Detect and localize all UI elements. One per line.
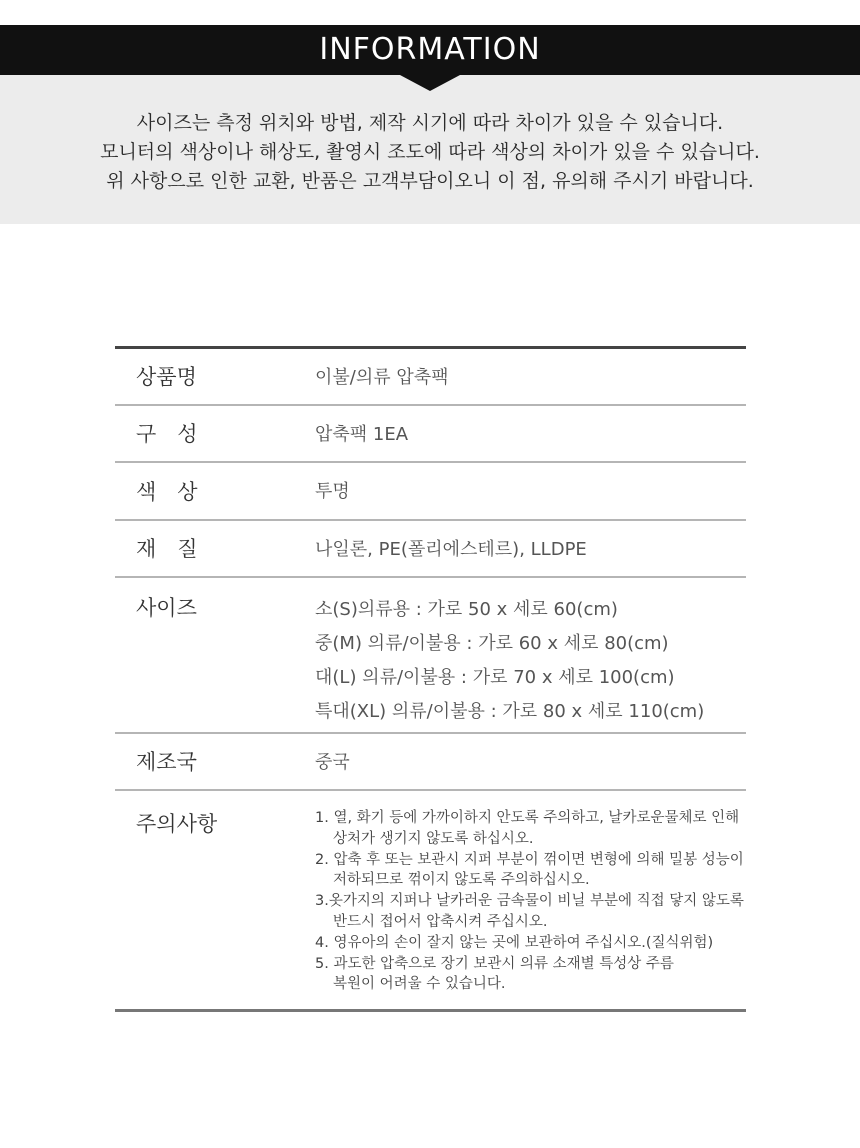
caution-line: 4. 영유아의 손이 잘지 않는 곳에 보관하여 주십시오.(질식위험): [315, 934, 714, 951]
spec-label: 재 질: [136, 537, 198, 561]
caution-line: 저하되므로 꺾이지 않도록 주의하십시오.: [333, 872, 590, 889]
header-title: INFORMATION: [319, 32, 541, 67]
size-line: 소(S)의류용 : 가로 50 x 세로 60(cm): [315, 599, 618, 620]
caution-line: 1. 열, 화기 등에 가까이하지 안도록 주의하고, 날카로운물체로 인해: [315, 810, 740, 826]
spec-value: 중국: [315, 752, 350, 773]
caution-line: 5. 과도한 압축으로 장기 보관시 의류 소재별 특성상 주름: [315, 955, 674, 972]
spec-value: 이불/의류 압축팩: [315, 367, 449, 388]
caution-line: 2. 압축 후 또는 보관시 지퍼 부분이 꺾이면 변형에 의해 밀봉 성능이: [315, 851, 744, 868]
spec-row-color: [115, 463, 746, 521]
information-header: [0, 25, 860, 75]
spec-value-caution-list: [315, 791, 746, 1009]
size-line: 특대(XL) 의류/이불용 : 가로 80 x 세로 110(cm): [315, 701, 705, 722]
spec-label: 구 성: [136, 422, 198, 446]
spec-row-composition: [115, 406, 746, 463]
spec-value: 나일론, PE(폴리에스테르), LLDPE: [315, 539, 587, 560]
spec-row-product-name: [115, 349, 746, 406]
caution-line: 상처가 생기지 않도록 하십시오.: [333, 830, 534, 847]
caution-line: 복원이 어려울 수 있습니다.: [333, 976, 506, 993]
notice-box: [0, 75, 860, 224]
notice-line: 모니터의 색상이나 해상도, 촬영시 조도에 따라 색상의 차이가 있을 수 있습니다.: [100, 141, 760, 163]
caution-line: 반드시 접어서 압축시켜 주십시오.: [333, 913, 548, 930]
spec-value: 투명: [315, 481, 350, 502]
spec-label: 주의사항: [136, 812, 218, 836]
spec-row-caution: [115, 791, 746, 1012]
spec-label: 사이즈: [136, 596, 197, 620]
spec-value: 압축팩 1EA: [315, 424, 409, 445]
spec-label: 색 상: [136, 480, 198, 504]
caution-line: 3.옷가지의 지퍼나 날카러운 금속물이 비닐 부분에 직접 닿지 않도록: [315, 893, 744, 910]
spec-row-origin: [115, 734, 746, 791]
size-line: 중(M) 의류/이불용 : 가로 60 x 세로 80(cm): [315, 633, 669, 654]
spec-row-size: [115, 578, 746, 734]
spec-value-size-list: [315, 578, 746, 732]
notice-line: 사이즈는 측정 위치와 방법, 제작 시기에 따라 차이가 있을 수 있습니다.: [136, 112, 724, 134]
spec-label: 상품명: [136, 365, 197, 389]
size-line: 대(L) 의류/이불용 : 가로 70 x 세로 100(cm): [315, 667, 675, 688]
product-spec-table: [115, 346, 746, 1012]
header-notch-arrow: [400, 75, 460, 91]
notice-line: 위 사항으로 인한 교환, 반품은 고객부담이오니 이 점, 유의해 주시기 바랍니다.: [106, 170, 754, 192]
spec-row-material: [115, 521, 746, 578]
spec-label: 제조국: [136, 750, 197, 774]
